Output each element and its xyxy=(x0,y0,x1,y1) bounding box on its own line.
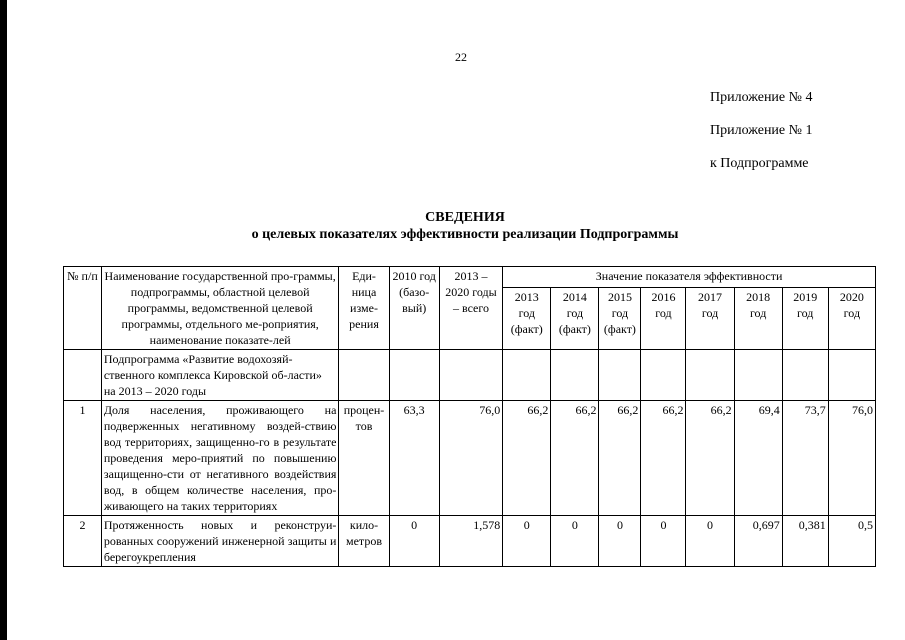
row-num: 1 xyxy=(64,401,102,516)
row-year-value: 0 xyxy=(686,516,734,567)
subprogram-row xyxy=(64,350,876,401)
subprogram-name: Подпрограмма «Развитие водохозяй-ственного комплекса Кировской об-ласти» на 2013 – 2020 годы xyxy=(101,350,339,401)
row-base-value: 0 xyxy=(389,516,439,567)
appendix-line-3: к Подпрограмме xyxy=(710,156,809,171)
header-year: 2017 год xyxy=(686,288,734,350)
row-year-value: 66,2 xyxy=(551,401,599,516)
row-year-value: 0,5 xyxy=(828,516,875,567)
empty-cell xyxy=(599,350,641,401)
header-name: Наименование государственной про-граммы, подпрограммы, областной целевой программы, ведомственной целевой программы, отдельного ме-роприятия, наименование показате-лей xyxy=(101,267,339,350)
header-year: 2014 год (факт) xyxy=(551,288,599,350)
row-year-value: 76,0 xyxy=(828,401,875,516)
table-row xyxy=(64,516,876,567)
scan-edge-bar xyxy=(0,0,7,640)
header-base-year: 2010 год (базо-вый) xyxy=(389,267,439,350)
row-year-value: 0 xyxy=(551,516,599,567)
indicators-table xyxy=(63,266,876,567)
empty-cell xyxy=(503,350,551,401)
row-num: 2 xyxy=(64,516,102,567)
row-base-value: 63,3 xyxy=(389,401,439,516)
empty-cell xyxy=(686,350,734,401)
row-indicator-name: Доля населения, проживающего на подверженных негативному воздей-ствию вод территориях, защищенно-го в результате проведения меро-приятий по повышению защищенно-сти от негативного воздействия вод, в общем количестве населения, про-живающего на таких территориях xyxy=(101,401,339,516)
row-year-value: 66,2 xyxy=(599,401,641,516)
header-year: 2018 год xyxy=(734,288,782,350)
row-year-value: 0 xyxy=(641,516,686,567)
row-year-value: 0 xyxy=(599,516,641,567)
header-unit: Еди-ница изме-рения xyxy=(339,267,389,350)
row-indicator-name: Протяженность новых и реконструи-рованных сооружений инженерной защиты и берегоукрепления xyxy=(101,516,339,567)
row-year-value: 66,2 xyxy=(686,401,734,516)
header-values-group: Значение показателя эффективности xyxy=(503,267,876,288)
table-row xyxy=(64,401,876,516)
empty-cell xyxy=(339,350,389,401)
empty-cell xyxy=(389,350,439,401)
empty-cell xyxy=(439,350,502,401)
empty-cell xyxy=(782,350,828,401)
header-year: 2013 год (факт) xyxy=(503,288,551,350)
header-year: 2020 год xyxy=(828,288,875,350)
row-year-value: 69,4 xyxy=(734,401,782,516)
header-year: 2016 год xyxy=(641,288,686,350)
empty-cell xyxy=(734,350,782,401)
header-total: 2013 – 2020 годы – всего xyxy=(439,267,502,350)
empty-cell xyxy=(551,350,599,401)
empty-cell xyxy=(828,350,875,401)
appendix-line-1: Приложение № 4 xyxy=(710,90,813,105)
header-year: 2019 год xyxy=(782,288,828,350)
header-row-1 xyxy=(64,267,876,288)
page-number: 22 xyxy=(455,50,467,64)
row-year-value: 66,2 xyxy=(641,401,686,516)
header-num: № п/п xyxy=(64,267,102,350)
document-subtitle: о целевых показателях эффективности реализации Подпрограммы xyxy=(251,227,679,242)
subprogram-num-cell xyxy=(64,350,102,401)
row-year-value: 0 xyxy=(503,516,551,567)
empty-cell xyxy=(641,350,686,401)
row-unit: кило-метров xyxy=(339,516,389,567)
row-total-value: 76,0 xyxy=(439,401,502,516)
appendix-line-2: Приложение № 1 xyxy=(710,123,813,138)
row-year-value: 66,2 xyxy=(503,401,551,516)
document-title: СВЕДЕНИЯ xyxy=(425,210,505,225)
row-year-value: 0,381 xyxy=(782,516,828,567)
row-total-value: 1,578 xyxy=(439,516,502,567)
header-year: 2015 год (факт) xyxy=(599,288,641,350)
row-unit: процен-тов xyxy=(339,401,389,516)
row-year-value: 0,697 xyxy=(734,516,782,567)
row-year-value: 73,7 xyxy=(782,401,828,516)
